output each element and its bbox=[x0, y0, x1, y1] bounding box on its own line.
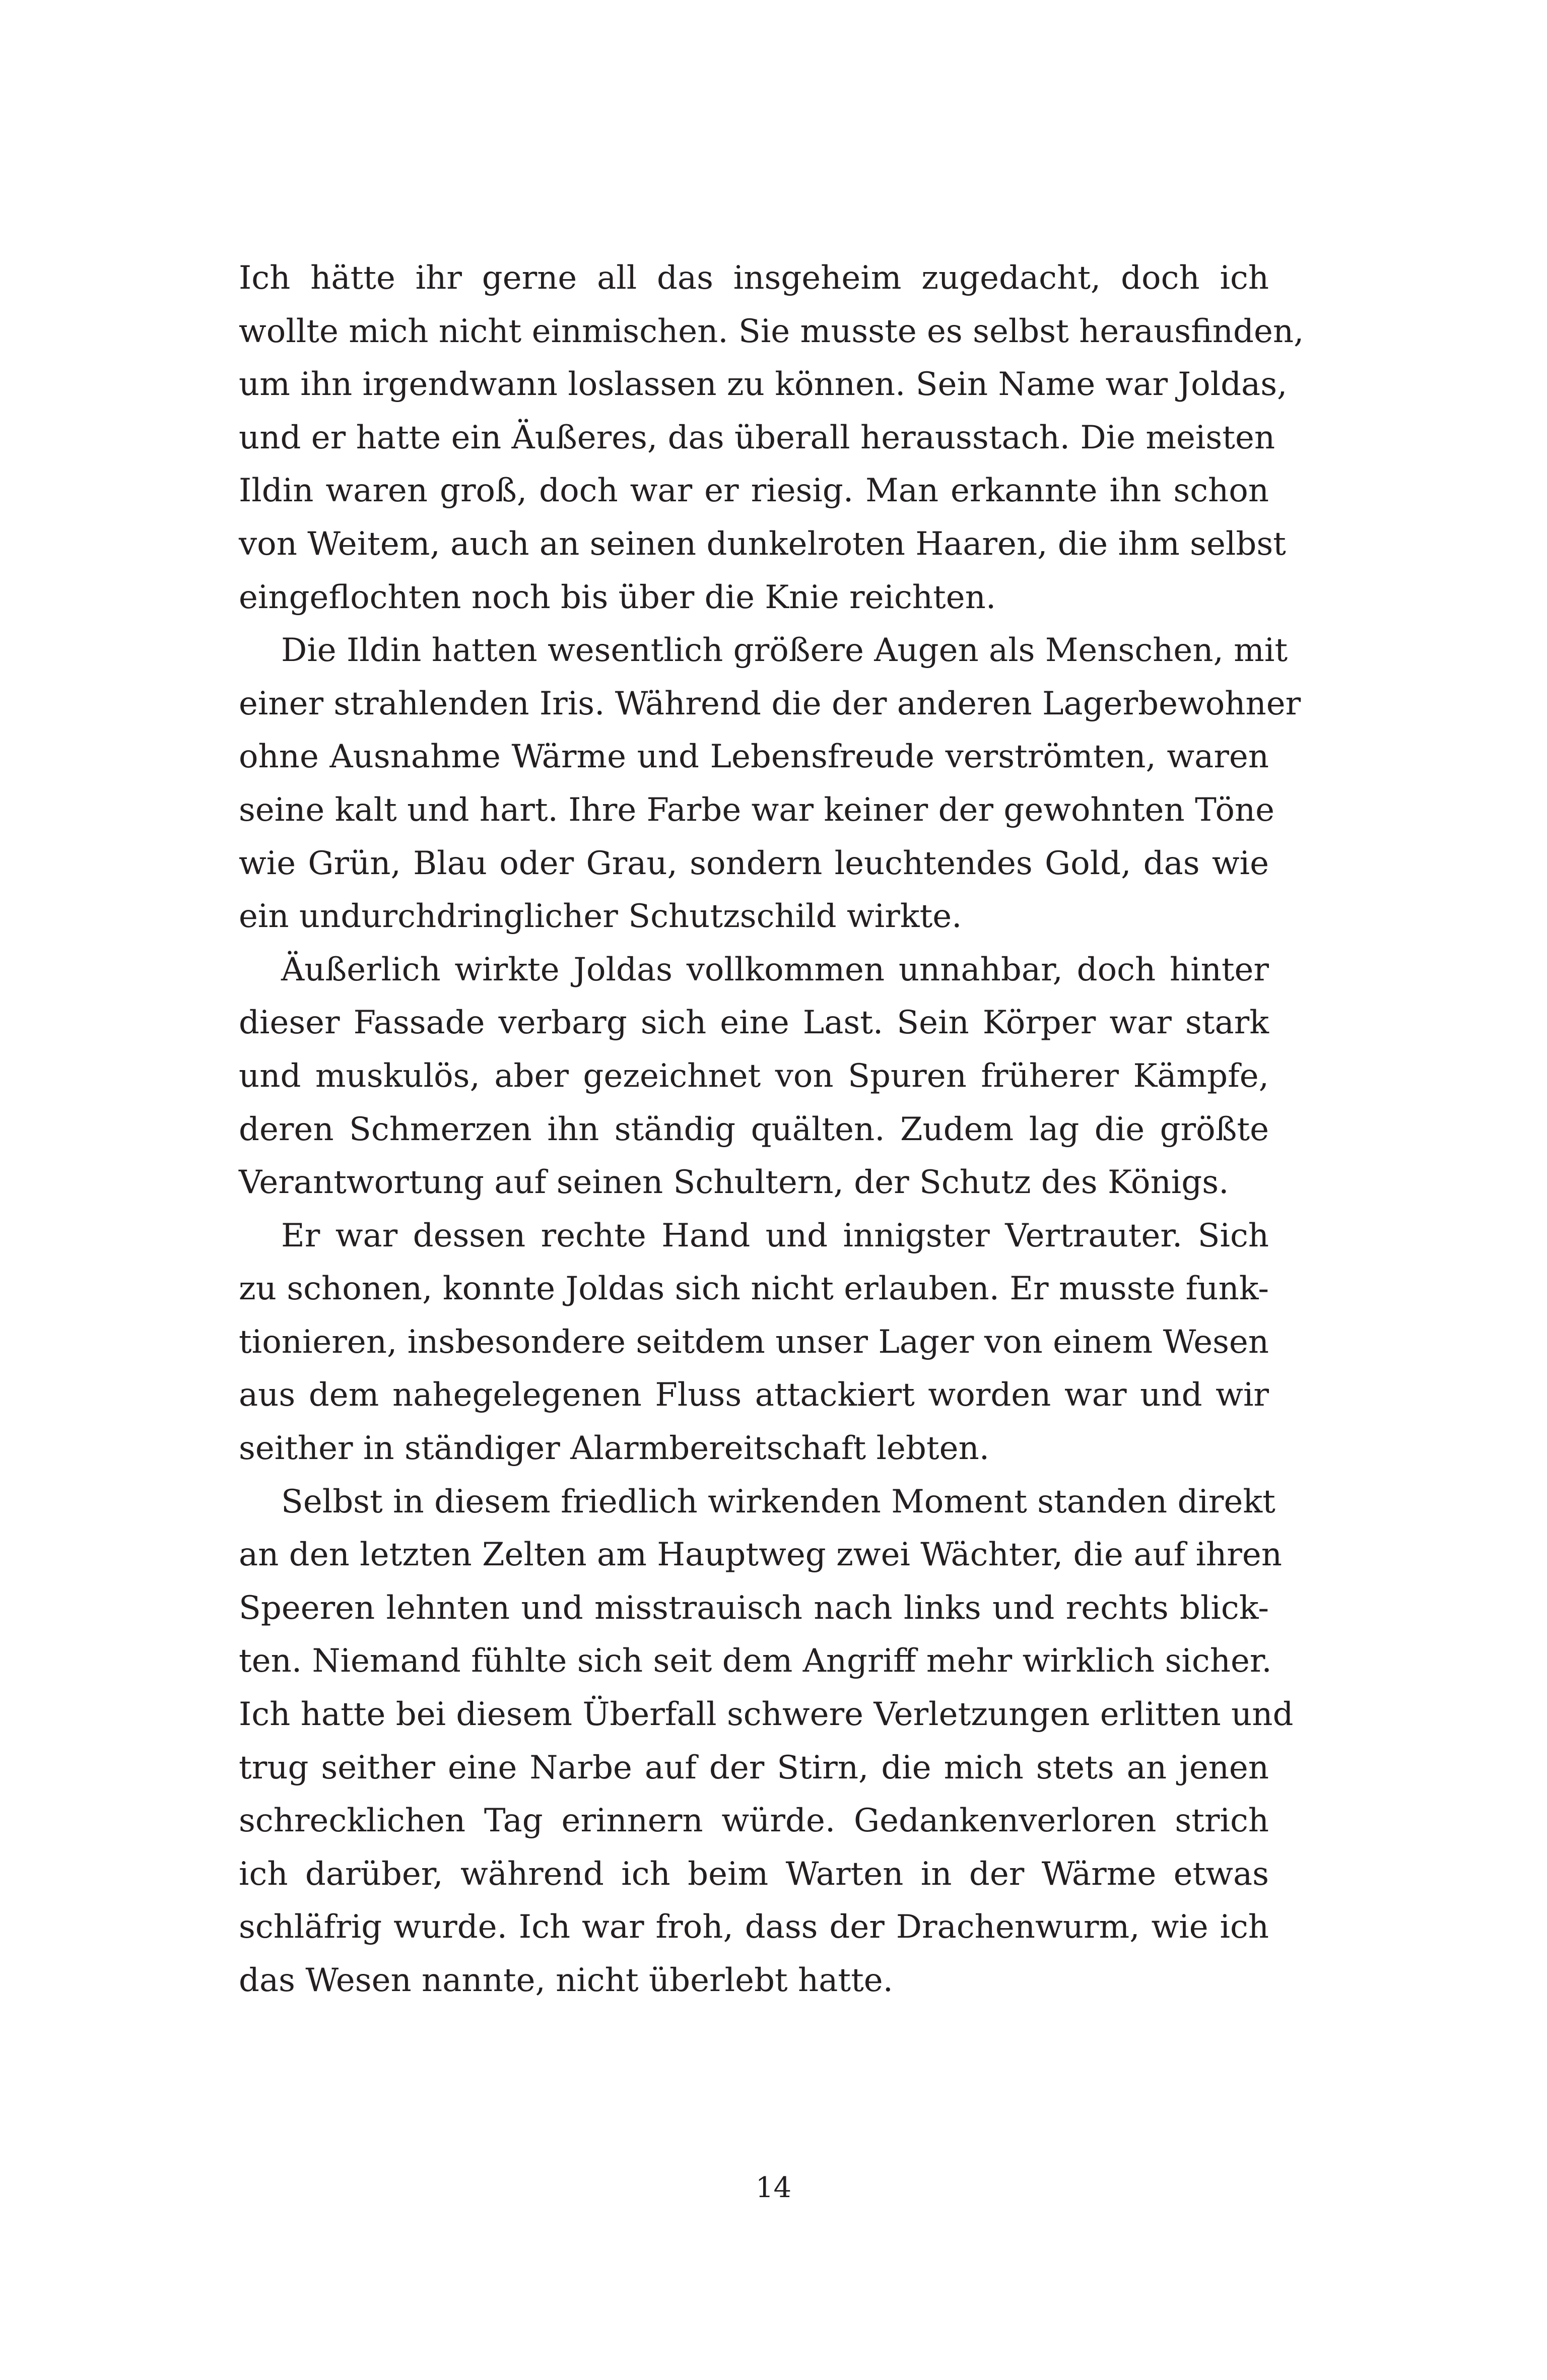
text-line: aus dem nahegelegenen Fluss attackiert worden war und wir bbox=[239, 1376, 1269, 1414]
text-line: seine kalt und hart. Ihre Farbe war keiner der gewohnten Töne bbox=[239, 791, 1274, 829]
text-line: Er war dessen rechte Hand und innigster Vertrauter. Sich bbox=[281, 1217, 1269, 1254]
text-line: Selbst in diesem friedlich wirkenden Moment standen direkt bbox=[281, 1483, 1275, 1520]
text-line: einer strahlenden Iris. Während die der anderen Lagerbewohner bbox=[239, 685, 1301, 722]
text-line: tionieren, insbesondere seitdem unser Lager von einem Wesen bbox=[239, 1323, 1269, 1361]
text-line: Ildin waren groß, doch war er riesig. Man erkannte ihn schon bbox=[239, 472, 1269, 510]
text-line: ich darüber, während ich beim Warten in der Wärme etwas bbox=[239, 1855, 1269, 1893]
text-line: von Weitem, auch an seinen dunkelroten Haaren, die ihm selbst bbox=[239, 525, 1286, 563]
text-line: ein undurchdringlicher Schutzschild wirkte. bbox=[239, 898, 962, 936]
paragraph bbox=[239, 1210, 1269, 1476]
text-line: ten. Niemand fühlte sich seit dem Angriff mehr wirklich sicher. bbox=[239, 1642, 1272, 1680]
page-number: 14 bbox=[755, 2171, 792, 2204]
text-line: Die Ildin hatten wesentlich größere Augen als Menschen, mit bbox=[281, 632, 1288, 670]
text-line: eingeflochten noch bis über die Knie reichten. bbox=[239, 578, 996, 616]
text-line: trug seither eine Narbe auf der Stirn, die mich stets an jenen bbox=[239, 1749, 1269, 1787]
text-line: schläfrig wurde. Ich war froh, dass der Drachenwurm, wie ich bbox=[239, 1908, 1269, 1946]
text-line: deren Schmerzen ihn ständig quälten. Zudem lag die größte bbox=[239, 1110, 1269, 1148]
text-line: ohne Ausnahme Wärme und Lebensfreude verströmten, waren bbox=[239, 738, 1269, 776]
text-line: zu schonen, konnte Joldas sich nicht erlauben. Er musste funk- bbox=[239, 1270, 1269, 1308]
body-text bbox=[239, 252, 1304, 2008]
text-line: dieser Fassade verbarg sich eine Last. Sein Körper war stark bbox=[239, 1004, 1269, 1042]
text-line: Speeren lehnten und misstrauisch nach links und rechts blick- bbox=[239, 1589, 1269, 1627]
text-line: Ich hätte ihr gerne all das insgeheim zugedacht, doch ich bbox=[239, 259, 1269, 297]
paragraph bbox=[239, 944, 1269, 1210]
text-line: Verantwortung auf seinen Schultern, der Schutz des Königs. bbox=[239, 1164, 1229, 1202]
text-line: und muskulös, aber gezeichnet von Spuren früherer Kämpfe, bbox=[239, 1057, 1269, 1095]
text-line: wie Grün, Blau oder Grau, sondern leuchtendes Gold, das wie bbox=[239, 844, 1269, 882]
text-line: seither in ständiger Alarmbereitschaft lebten. bbox=[239, 1430, 990, 1468]
text-line: Ich hatte bei diesem Überfall schwere Verletzungen erlitten und bbox=[239, 1696, 1294, 1734]
paragraph bbox=[239, 624, 1301, 944]
paragraph bbox=[239, 252, 1304, 624]
paragraph bbox=[239, 1476, 1294, 2008]
text-line: schrecklichen Tag erinnern würde. Gedankenverloren strich bbox=[239, 1802, 1269, 1840]
text-line: um ihn irgendwann loslassen zu können. Sein Name war Joldas, bbox=[239, 366, 1288, 404]
text-line: das Wesen nannte, nicht überlebt hatte. bbox=[239, 1962, 893, 1999]
text-line: an den letzten Zelten am Hauptweg zwei Wächter, die auf ihren bbox=[239, 1536, 1282, 1574]
text-line: Äußerlich wirkte Joldas vollkommen unnahbar, doch hinter bbox=[281, 951, 1269, 988]
text-line: wollte mich nicht einmischen. Sie musste es selbst herausfinden, bbox=[239, 312, 1304, 350]
text-line: und er hatte ein Äußeres, das überall herausstach. Die meisten bbox=[239, 419, 1275, 456]
